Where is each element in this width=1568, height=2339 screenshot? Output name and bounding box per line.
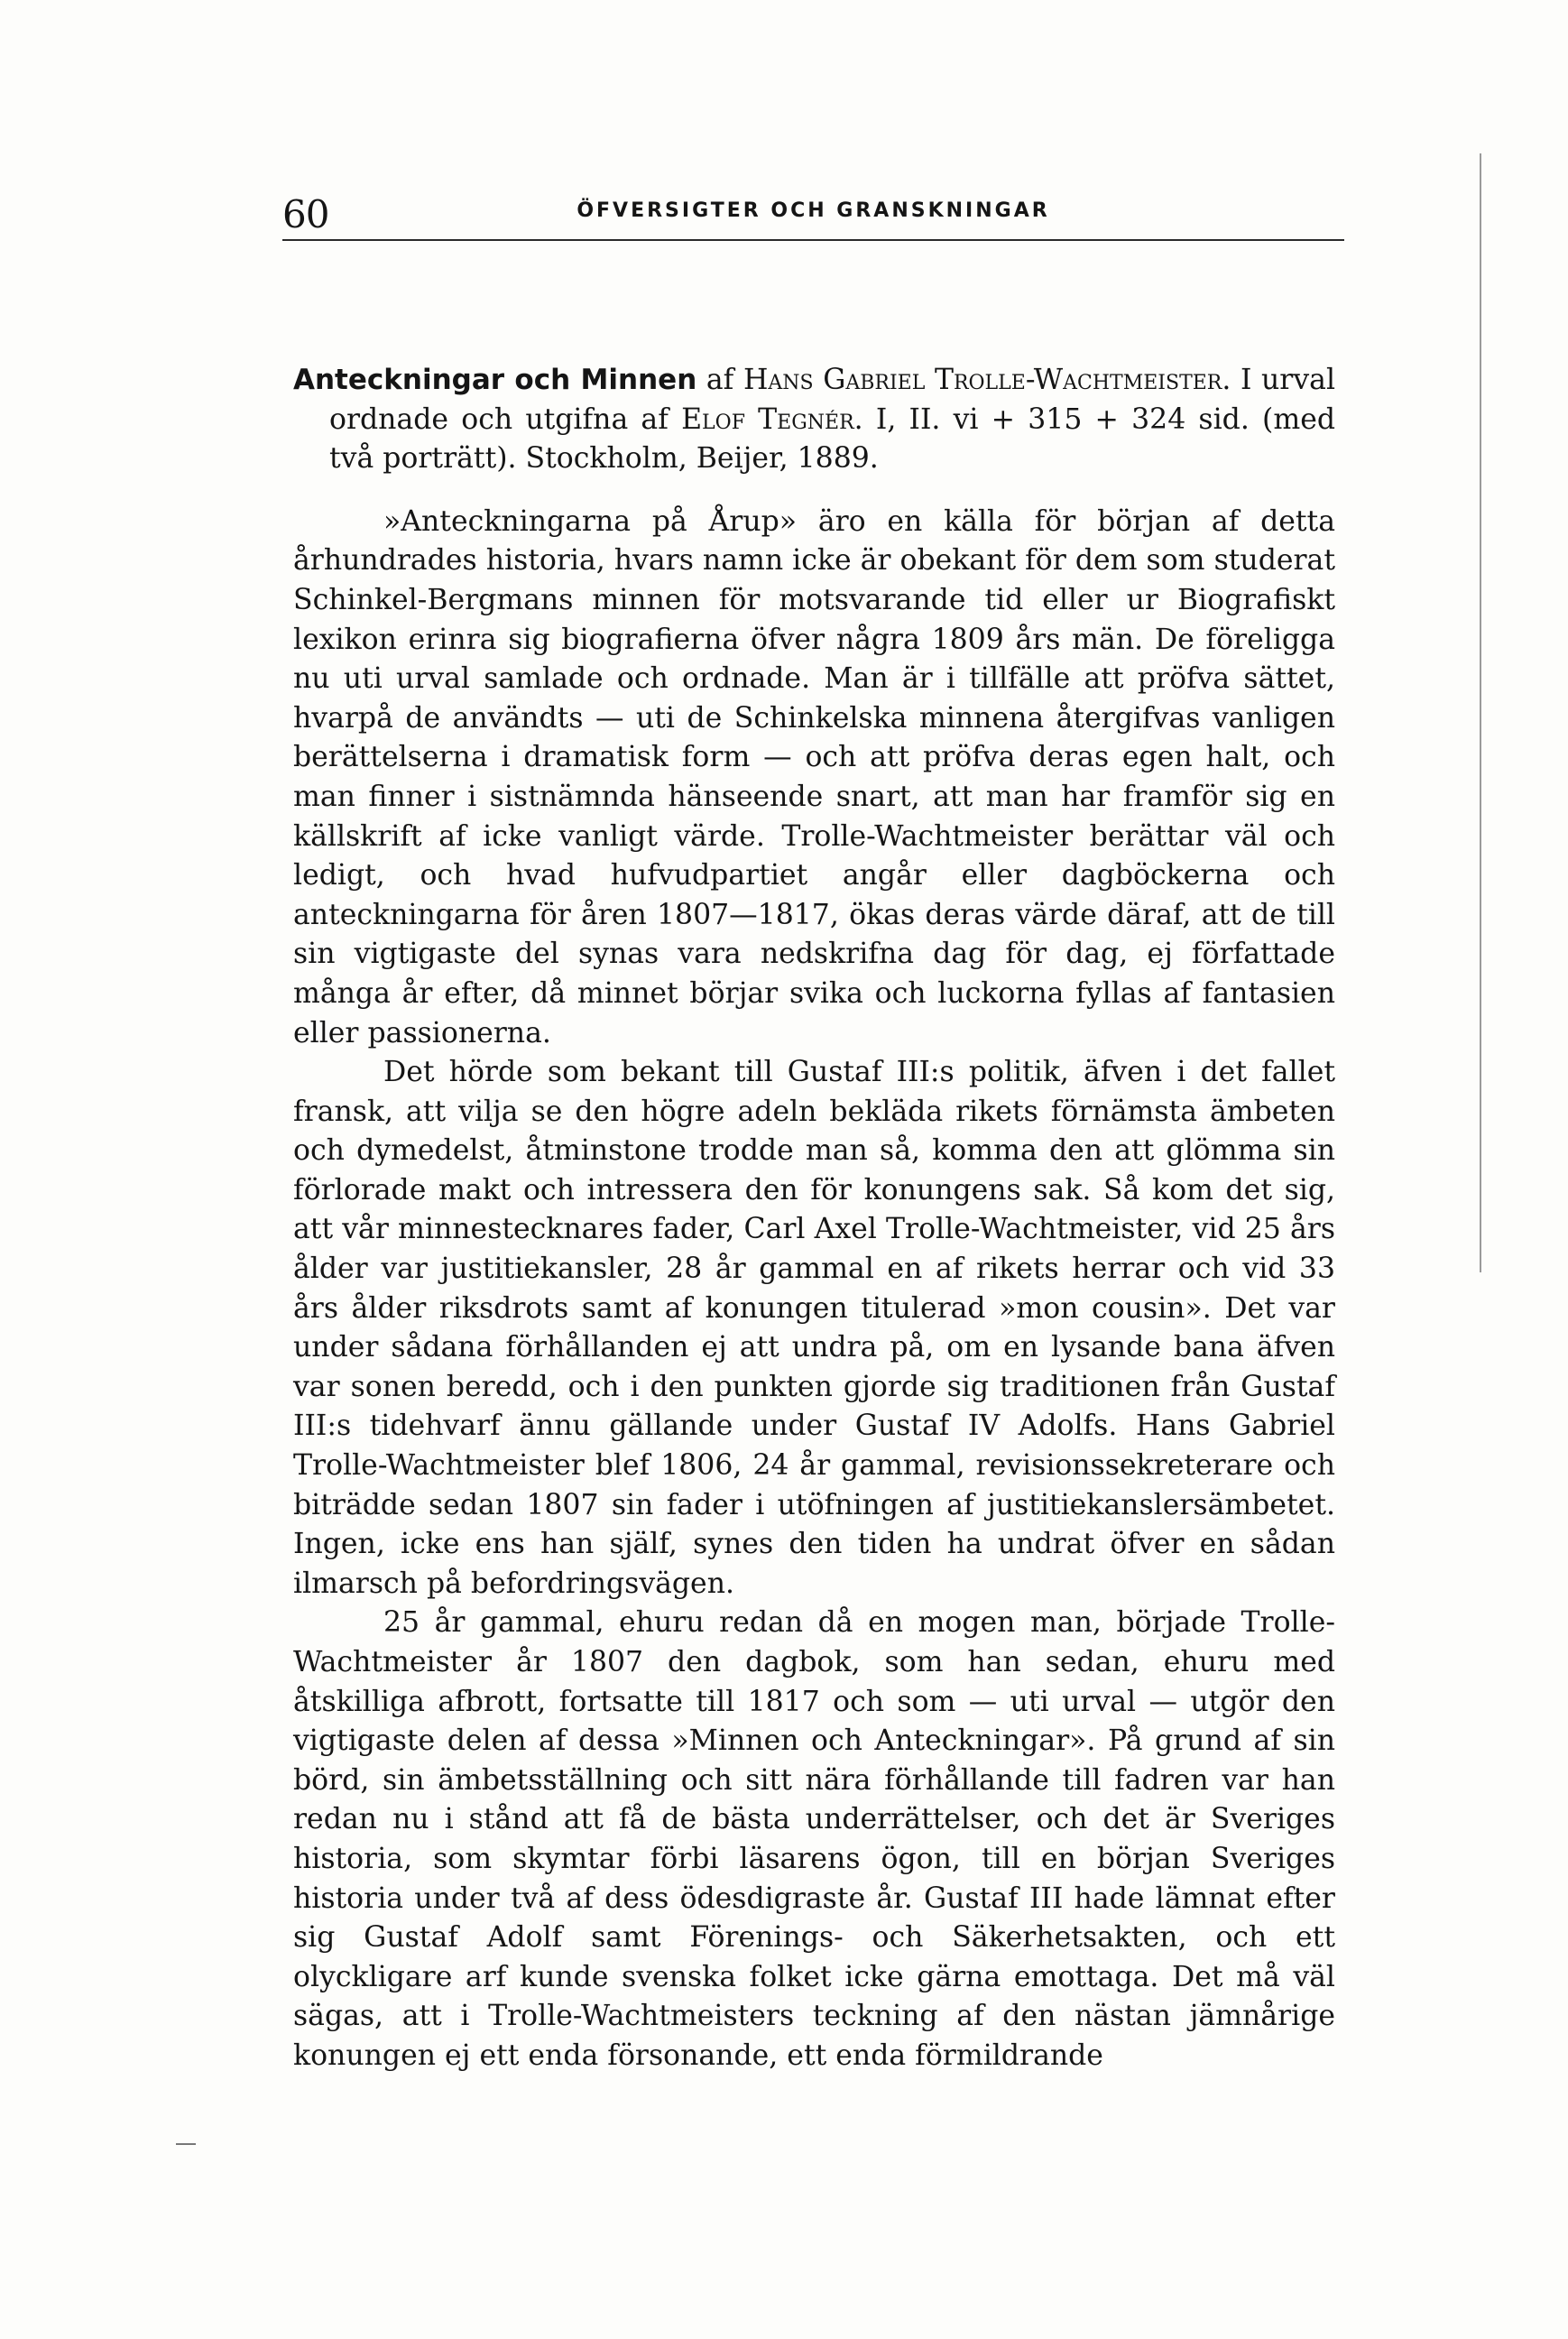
book-author: Hans Gabriel Trolle-Wachtmeister. (742, 364, 1231, 396)
right-margin-rule (1480, 153, 1481, 1272)
body-paragraph-1: »Anteckningarna på Årup» äro en källa för början af detta århundrades historia, hvars namn icke är obekant för dem som studerat Schinkel-Bergmans minnen för motsvarande tid eller ur Biografiskt lexikon erinra sig biografierna öfver några 1809 års män. De föreligga nu uti urval samlade och ordnade. Man är i tillfälle att pröfva sättet, hvarpå de användts — uti de Schinkelska minnena återgifvas vanligen berättelserna i dramatisk form — och att pröfva deras egen halt, och man finner i sistnämnda hänseende snart, att man har framför sig en källskrift af icke vanligt värde. Trolle-Wachtmeister berättar väl och ledigt, och hvad hufvudpartiet angår eller dagböckerna och anteckningarna för åren 1807—1817, ökas deras värde däraf, att de till sin vigtigaste del synas vara nedskrifna dag för dag, ej författade många år efter, då minnet börjar svika och luckorna fyllas af fantasien eller passionerna. (293, 504, 1335, 1049)
book-editor: Elof Tegnér. (681, 402, 863, 436)
page-header (282, 185, 1344, 241)
body-paragraph-2: Det hörde som bekant till Gustaf III:s politik, äfven i det fallet fransk, att vilja se den högre adeln bekläda rikets förnämsta ämbeten och dymedelst, åtminstone trodde man så, komma den att glömma sin förlorade makt och intressera den för konungens sak. Så kom det sig, att vår minnestecknares fader, Carl Axel Trolle-Wachtmeister, vid 25 års ålder var justitiekansler, 28 år gammal en af rikets herrar och vid 33 års ålder riksdrots samt af konungen titulerad »mon cousin». Det var under sådana förhållanden ej att undra på, om en lysande bana äfven var sonen beredd, och i den punkten gjorde sig traditionen från Gustaf III:s tidehvarf ännu gällande under Gustaf IV Adolfs. Hans Gabriel Trolle-Wachtmeister blef 1806, 24 år gammal, revisionssekreterare och biträdde sedan 1807 sin fader i utöfningen af justitiekanslersämbetet. Ingen, icke ens han själf, synes den tiden ha undrat öfver en sådan ilmarsch på befordringsvägen. (293, 1056, 1335, 1600)
running-head: ÖFVERSIGTER OCH GRANSKNINGAR (576, 199, 1050, 222)
book-citation (293, 361, 1335, 479)
citation-detail-1: I urval ordnade och utgifna af (329, 364, 1336, 436)
left-margin-dash (176, 2143, 196, 2145)
citation-by: af (706, 364, 734, 396)
book-title: Anteckningar och Minnen (293, 364, 697, 396)
review-entry (293, 361, 1335, 2076)
citation-detail-2: I, II. vi + 315 + 324 sid. (med två porträtt). Stockholm, Beijer, 1889. (329, 402, 1336, 476)
page-number: 60 (282, 192, 329, 236)
body-paragraph-3: 25 år gammal, ehuru redan då en mogen man, började Trolle-Wachtmeister år 1807 den dagbok, som han sedan, ehuru med åtskilliga afbrott, fortsatte till 1817 och som — uti urval — utgör den vigtigaste delen af dessa »Minnen och Anteckningar». På grund af sin börd, sin ämbetsställning och sitt nära förhållande till fadren var han redan nu i stånd att få de bästa underrättelser, och det är Sveriges historia, som skymtar förbi läsarens ögon, till en början Sveriges historia under två af dess ödesdigraste år. Gustaf III hade lämnat efter sig Gustaf Adolf samt Förenings- och Säkerhetsakten, och ett olyckligare arf kunde svenska folket icke gärna emottaga. Det må väl sägas, att i Trolle-Wachtmeisters teckning af den nästan jämnårige konungen ej ett enda försonande, ett enda förmildrande (293, 1606, 1335, 2072)
